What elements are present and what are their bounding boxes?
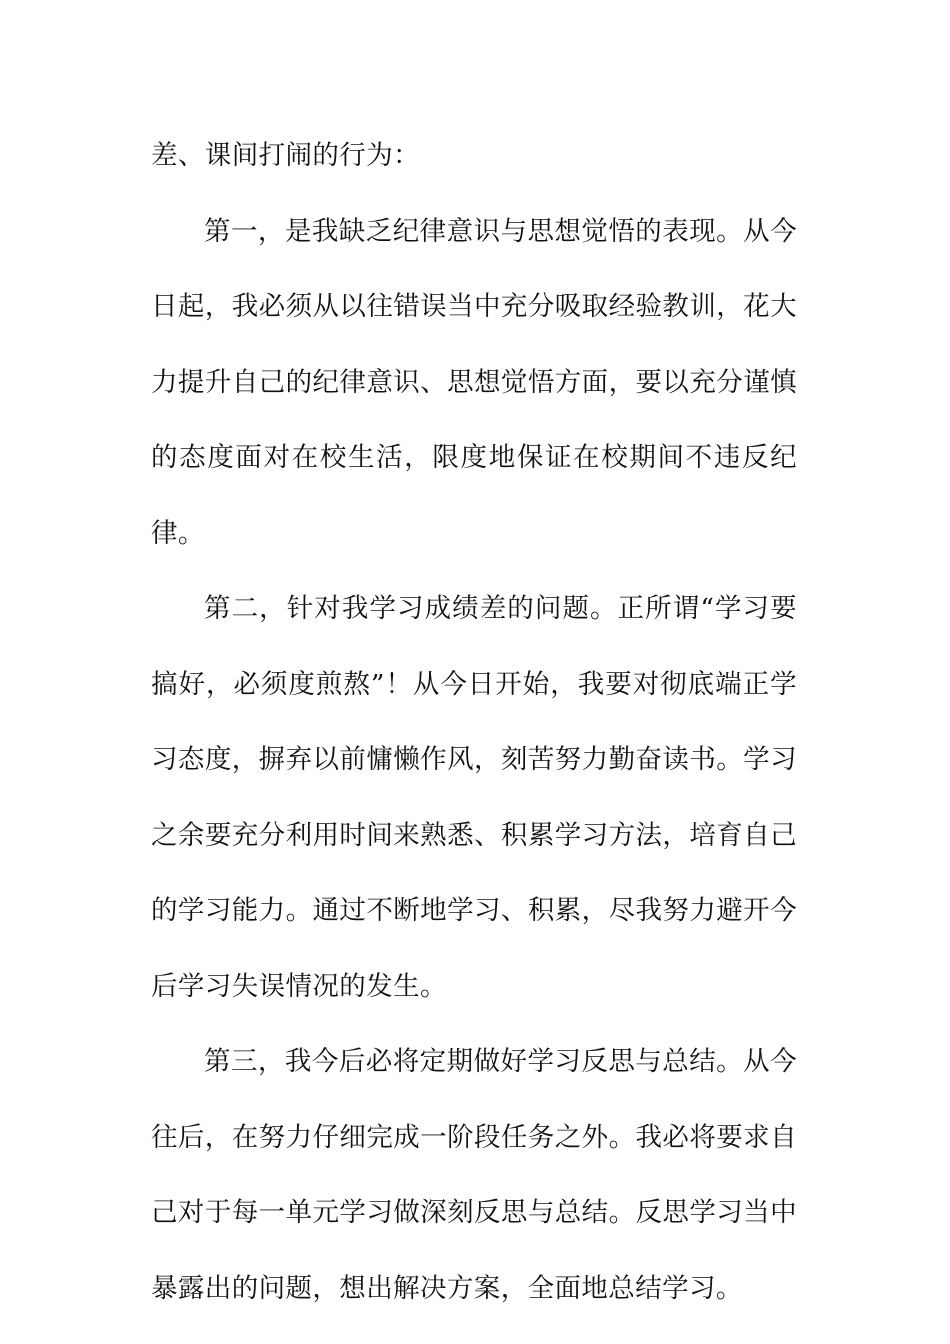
paragraph-second-point: 第二，针对我学习成绩差的问题。正所谓“学习要搞好，必须度煎熬”！从今日开始，我要对彻底端正学习态度，摒弃以前慵懒作风，刻苦努力勤奋读书。学习之余要充分利用时间来熟悉、积累学习方法，培育自己的学习能力。通过不断地学习、积累，尽我努力避开今后学习失误情况的发生。	[151, 593, 797, 1002]
paragraph-third-point: 第三，我今后必将定期做好学习反思与总结。从今往后，在努力仔细完成一阶段任务之外。我必将要求自己对于每一单元学习做深刻反思与总结。反思学习当中暴露出的问题，想出解决方案，全面地总结学习。	[151, 1046, 797, 1304]
paragraph-continuation: 差、课间打闹的行为：	[151, 140, 420, 171]
document-body	[151, 118, 797, 1326]
paragraph-first-point: 第一，是我缺乏纪律意识与思想觉悟的表现。从今日起，我必须从以往错误当中充分吸取经验教训，花大力提升自己的纪律意识、思想觉悟方面，要以充分谨慎的态度面对在校生活，限度地保证在校期间不违反纪律。	[151, 215, 797, 549]
